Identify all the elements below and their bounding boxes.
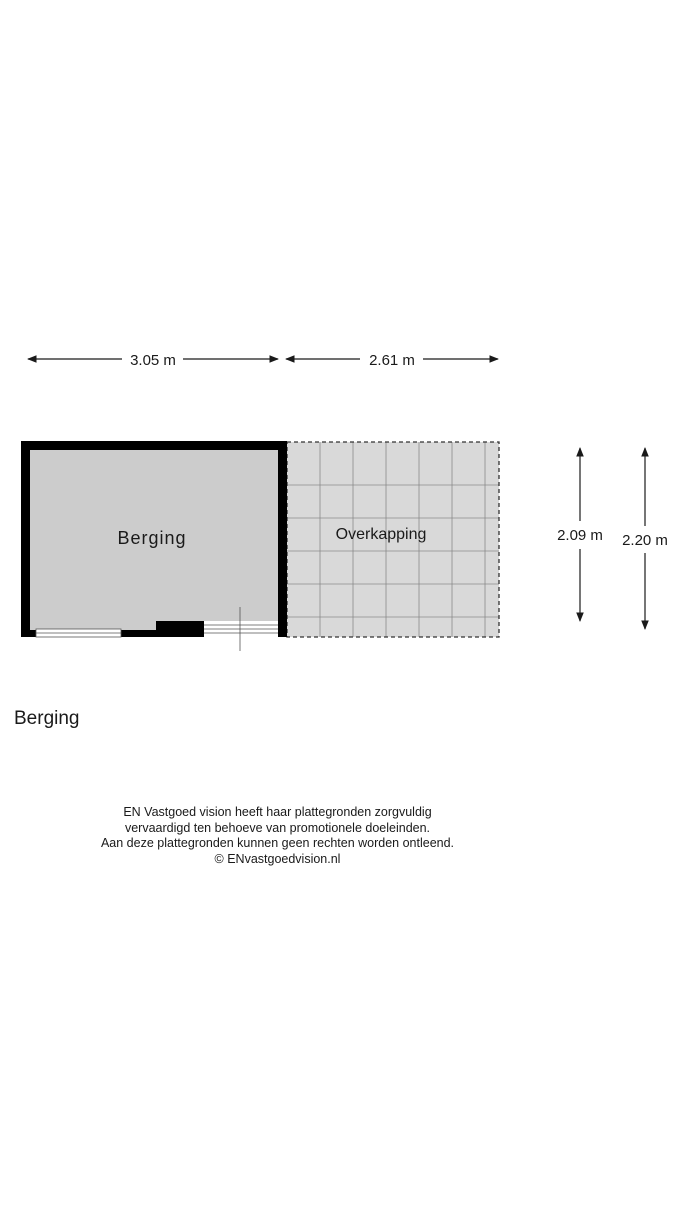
copyright-text: © ENvastgoedvision.nl xyxy=(214,851,341,866)
dimension-width-storage xyxy=(28,352,278,369)
disclaimer-line: EN Vastgoed vision heeft haar plattegronden zorgvuldig xyxy=(123,805,432,819)
room-label-overkapping: Overkapping xyxy=(335,526,427,543)
disclaimer xyxy=(0,805,555,867)
dimension-label: 2.61 m xyxy=(369,352,415,369)
dimension-label: 2.20 m xyxy=(622,532,668,549)
overkapping-area xyxy=(287,442,499,637)
dimension-depth-inner xyxy=(557,448,603,621)
dimension-depth-outer xyxy=(622,448,668,629)
disclaimer-line: vervaardigd ten behoeve van promotionele doeleinden. xyxy=(124,820,431,835)
disclaimer-line: Aan deze plattegronden kunnen geen rechten worden ontleend. xyxy=(100,836,455,850)
wall-pier xyxy=(156,621,204,637)
storage-room xyxy=(21,441,287,651)
dimension-label: 2.09 m xyxy=(557,527,603,544)
room-label-storage: Berging xyxy=(117,528,187,548)
window xyxy=(36,629,121,637)
dimension-width-overkapping xyxy=(286,352,498,369)
floor-title: Berging xyxy=(14,708,80,729)
dimension-label: 3.05 m xyxy=(130,352,176,369)
